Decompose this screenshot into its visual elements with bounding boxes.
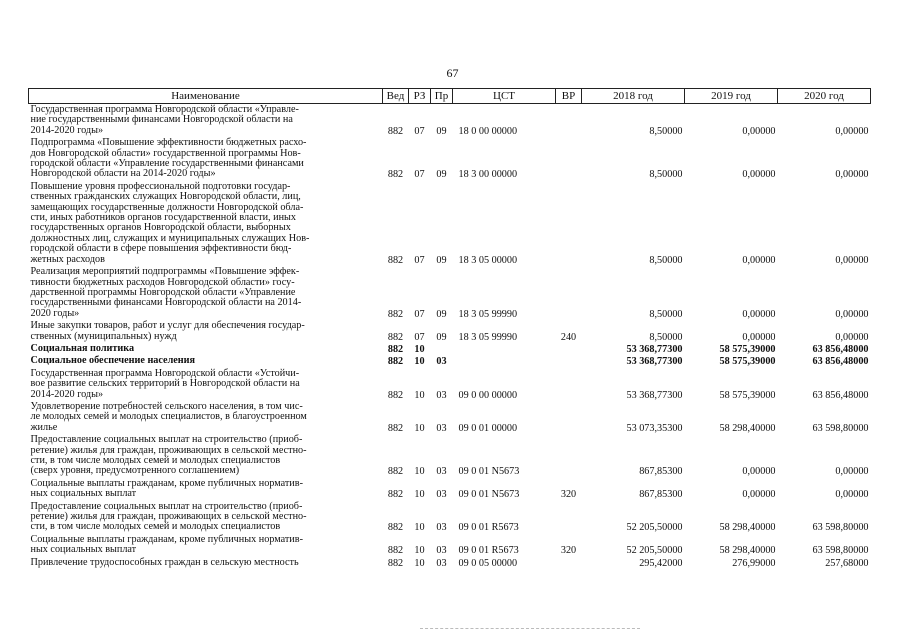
cell-y2020: 63 856,48000	[812, 356, 869, 368]
cell-y2018: 52 205,50000	[626, 522, 683, 534]
cell-cst: 09 0 01 N5673	[458, 466, 520, 478]
cell-rz: 07	[414, 254, 425, 266]
cell-ved: 882	[387, 356, 404, 368]
cell-pr: 03	[436, 356, 447, 368]
cell-pr: 03	[436, 489, 447, 501]
cell-vr: 320	[560, 545, 577, 557]
cell-vr	[556, 501, 582, 534]
cell-y2020: 0,00000	[835, 331, 869, 343]
cell-ved: 882	[387, 545, 404, 557]
row-name: Социальные выплаты гражданам, кроме публичных норматив- ных социальных выплат	[30, 533, 303, 556]
cell-cst: 09 0 01 R5673	[458, 545, 519, 557]
cell-y2020: 63 856,48000	[812, 343, 869, 355]
header-ved: Вед	[383, 89, 409, 104]
table-row	[29, 181, 871, 266]
table-row	[29, 534, 871, 557]
cell-y2019: 0,00000	[742, 125, 776, 137]
cell-cst: 18 3 05 99990	[458, 308, 518, 320]
cell-rz: 07	[414, 308, 425, 320]
row-name: Государственная программа Новгородской области «Управле- ние государственными финансами Новгородской области на 2014-2020 годы»	[30, 104, 299, 136]
cell-ved: 882	[387, 422, 404, 434]
cell-rz: 10	[414, 422, 425, 434]
table-row	[29, 355, 871, 367]
cell-name	[29, 401, 383, 434]
cell-ved: 882	[387, 522, 404, 534]
cell-y2018: 53 368,77300	[626, 389, 683, 401]
table-row	[29, 368, 871, 401]
cell-name	[29, 557, 383, 569]
header-cst: ЦСТ	[453, 89, 556, 104]
page-number: 67	[446, 66, 459, 80]
row-name: Социальная политика	[30, 342, 135, 354]
cell-name	[29, 181, 383, 266]
row-name: Предоставление социальных выплат на строительство (приоб- ретение) жилья для граждан, проживающих в сельской местно- сти, в том числе молодых семей и молодых специалистов	[30, 500, 307, 533]
cell-y2018: 8,50000	[649, 125, 683, 137]
cell-pr: 03	[436, 389, 447, 401]
cell-y2018: 53 073,35300	[626, 422, 683, 434]
row-name: Реализация мероприятий подпрограммы «Повышение эффек- тивности бюджетных расходов Новгородской области» госу- дарственной программы Новгородской области «Управление государственными финансами Новгородской области на 2014- 2020 годы»	[30, 266, 302, 319]
cell-y2019: 276,99000	[732, 557, 776, 569]
row-name: Повышение уровня профессиональной подготовки государ- ственных гражданских служащих Новгородской области, лиц, замещающих государственные должности Новгородской обла- сти, иных работников органов государственной власти, иных государственных органов Новгородской области, выборных должностных лиц, служащих и муниципальных служащих Нов- городской области в сфере повышения эффективности бюд- жетных расходов	[30, 180, 310, 265]
cell-rz: 10	[414, 545, 425, 557]
cell-pr: 03	[436, 422, 447, 434]
cell-ved: 882	[387, 331, 404, 343]
cell-ved: 882	[387, 125, 404, 137]
cell-cst: 18 3 05 00000	[458, 254, 518, 266]
row-name: Подпрограмма «Повышение эффективности бюджетных расхо- дов Новгородской области» государственной программы Нов- городской области «Управление государственными финансами Новгородской области на 2014-2020 годы»	[30, 137, 307, 180]
cell-name	[29, 355, 383, 367]
table-row	[29, 343, 871, 355]
cell-y2018: 8,50000	[649, 331, 683, 343]
cell-y2020: 63 856,48000	[812, 389, 869, 401]
cell-y2018: 8,50000	[649, 169, 683, 181]
table-row	[29, 320, 871, 343]
cell-vr	[556, 355, 582, 367]
cell-y2020: 63 598,80000	[812, 422, 869, 434]
cell-y2020: 63 598,80000	[812, 522, 869, 534]
cell-pr: 03	[436, 545, 447, 557]
cell-cst	[453, 355, 556, 367]
cell-cst: 09 0 00 00000	[458, 389, 518, 401]
cell-rz: 10	[414, 356, 425, 368]
cell-y2019: 0,00000	[742, 331, 776, 343]
cell-cst: 09 0 05 00000	[458, 557, 518, 569]
cell-pr	[431, 343, 453, 355]
cell-cst: 09 0 01 00000	[458, 422, 518, 434]
cell-ved: 882	[387, 343, 404, 355]
cell-pr: 09	[436, 331, 447, 343]
cell-y2020: 0,00000	[835, 466, 869, 478]
cell-y2019: 58 298,40000	[719, 522, 776, 534]
cell-rz: 07	[414, 125, 425, 137]
cell-ved: 882	[387, 169, 404, 181]
cell-y2019: 58 298,40000	[719, 545, 776, 557]
cell-pr: 09	[436, 254, 447, 266]
cell-y2020: 63 598,80000	[812, 545, 869, 557]
row-name: Иные закупки товаров, работ и услуг для обеспечения государ- ственных (муниципальных) нужд	[30, 320, 305, 342]
cell-y2019: 0,00000	[742, 466, 776, 478]
cell-ved: 882	[387, 489, 404, 501]
cell-cst: 09 0 01 R5673	[458, 522, 519, 534]
cell-rz: 07	[414, 169, 425, 181]
cell-rz: 07	[414, 331, 425, 343]
row-name: Социальное обеспечение населения	[30, 355, 196, 367]
cell-name	[29, 320, 383, 343]
cell-y2020: 0,00000	[835, 308, 869, 320]
cell-name	[29, 478, 383, 501]
cell-vr: 240	[560, 331, 577, 343]
cell-vr	[556, 181, 582, 266]
cell-y2018: 8,50000	[649, 308, 683, 320]
table-row	[29, 501, 871, 534]
budget-table	[28, 88, 871, 569]
cell-y2018: 867,85300	[639, 466, 683, 478]
cell-y2019: 58 575,39000	[719, 343, 776, 355]
cell-y2019: 0,00000	[742, 169, 776, 181]
cell-cst	[453, 343, 556, 355]
header-name: Наименование	[29, 89, 383, 104]
cell-cst: 18 3 05 99990	[458, 331, 518, 343]
cell-name	[29, 343, 383, 355]
cell-ved: 882	[387, 466, 404, 478]
cell-pr: 03	[436, 557, 447, 569]
cell-vr	[556, 137, 582, 181]
cell-y2020: 0,00000	[835, 169, 869, 181]
cell-y2019: 0,00000	[742, 308, 776, 320]
row-name: Государственная программа Новгородской области «Устойчи- вое развитие сельских территорий в Новгородской области на 2014-2020 годы»	[30, 367, 300, 400]
table-header-row	[29, 89, 871, 104]
header-pr: Пр	[431, 89, 453, 104]
cell-y2019: 0,00000	[742, 254, 776, 266]
cell-pr: 09	[436, 308, 447, 320]
cell-y2019: 58 575,39000	[719, 389, 776, 401]
cell-rz: 10	[414, 466, 425, 478]
cell-vr	[556, 266, 582, 320]
cell-vr	[556, 104, 582, 138]
header-vr: ВР	[556, 89, 582, 104]
cell-ved: 882	[387, 557, 404, 569]
cell-y2018: 867,85300	[639, 489, 683, 501]
cell-rz: 10	[414, 522, 425, 534]
cell-vr	[556, 434, 582, 478]
cell-name	[29, 434, 383, 478]
cell-y2020: 0,00000	[835, 489, 869, 501]
cell-name	[29, 368, 383, 401]
header-2018: 2018 год	[582, 89, 685, 104]
cell-name	[29, 534, 383, 557]
cell-y2020: 257,68000	[825, 557, 869, 569]
cell-y2019: 58 298,40000	[719, 422, 776, 434]
cell-cst: 09 0 01 N5673	[458, 489, 520, 501]
row-name: Привлечение трудоспособных граждан в сельскую местность	[30, 556, 299, 568]
cell-vr	[556, 368, 582, 401]
cell-ved: 882	[387, 389, 404, 401]
cell-vr	[556, 557, 582, 569]
cell-vr: 320	[560, 489, 577, 501]
cell-y2018: 52 205,50000	[626, 545, 683, 557]
cell-y2018: 295,42000	[639, 557, 683, 569]
row-name: Удовлетворение потребностей сельского населения, в том чис- ле молодых семей и молодых специалистов, в благоустроенном жилье	[30, 400, 307, 433]
table-row	[29, 434, 871, 478]
cell-pr: 09	[436, 169, 447, 181]
table-row	[29, 478, 871, 501]
cell-ved: 882	[387, 254, 404, 266]
row-name: Предоставление социальных выплат на строительство (приоб- ретение) жилья для граждан, проживающих в сельской местно- сти, в том числе молодых семей и молодых специалистов (сверх уровня, предусмотренного соглашением)	[30, 434, 307, 477]
cell-pr: 09	[436, 125, 447, 137]
table-row	[29, 557, 871, 569]
table-row	[29, 266, 871, 320]
cell-name	[29, 137, 383, 181]
cell-rz: 10	[414, 343, 425, 355]
table-row	[29, 104, 871, 138]
cell-ved: 882	[387, 308, 404, 320]
cell-y2018: 53 368,77300	[626, 356, 683, 368]
cell-y2019: 58 575,39000	[719, 356, 776, 368]
header-2020: 2020 год	[778, 89, 871, 104]
row-name: Социальные выплаты гражданам, кроме публичных норматив- ных социальных выплат	[30, 477, 303, 500]
cell-rz: 10	[414, 557, 425, 569]
cell-vr	[556, 401, 582, 434]
table-row	[29, 137, 871, 181]
cell-rz: 10	[414, 489, 425, 501]
cell-cst: 18 3 00 00000	[458, 169, 518, 181]
cell-vr	[556, 343, 582, 355]
cell-y2018: 8,50000	[649, 254, 683, 266]
cell-name	[29, 501, 383, 534]
cell-name	[29, 266, 383, 320]
cell-cst: 18 0 00 00000	[458, 125, 518, 137]
cell-y2020: 0,00000	[835, 254, 869, 266]
cell-y2018: 53 368,77300	[626, 343, 683, 355]
cell-pr: 03	[436, 522, 447, 534]
header-rz: РЗ	[409, 89, 431, 104]
cell-rz: 10	[414, 389, 425, 401]
cell-pr: 03	[436, 466, 447, 478]
footer-scan-marks	[420, 628, 640, 632]
cell-y2019: 0,00000	[742, 489, 776, 501]
cell-name	[29, 104, 383, 138]
header-2019: 2019 год	[685, 89, 778, 104]
cell-y2020: 0,00000	[835, 125, 869, 137]
table-row	[29, 401, 871, 434]
